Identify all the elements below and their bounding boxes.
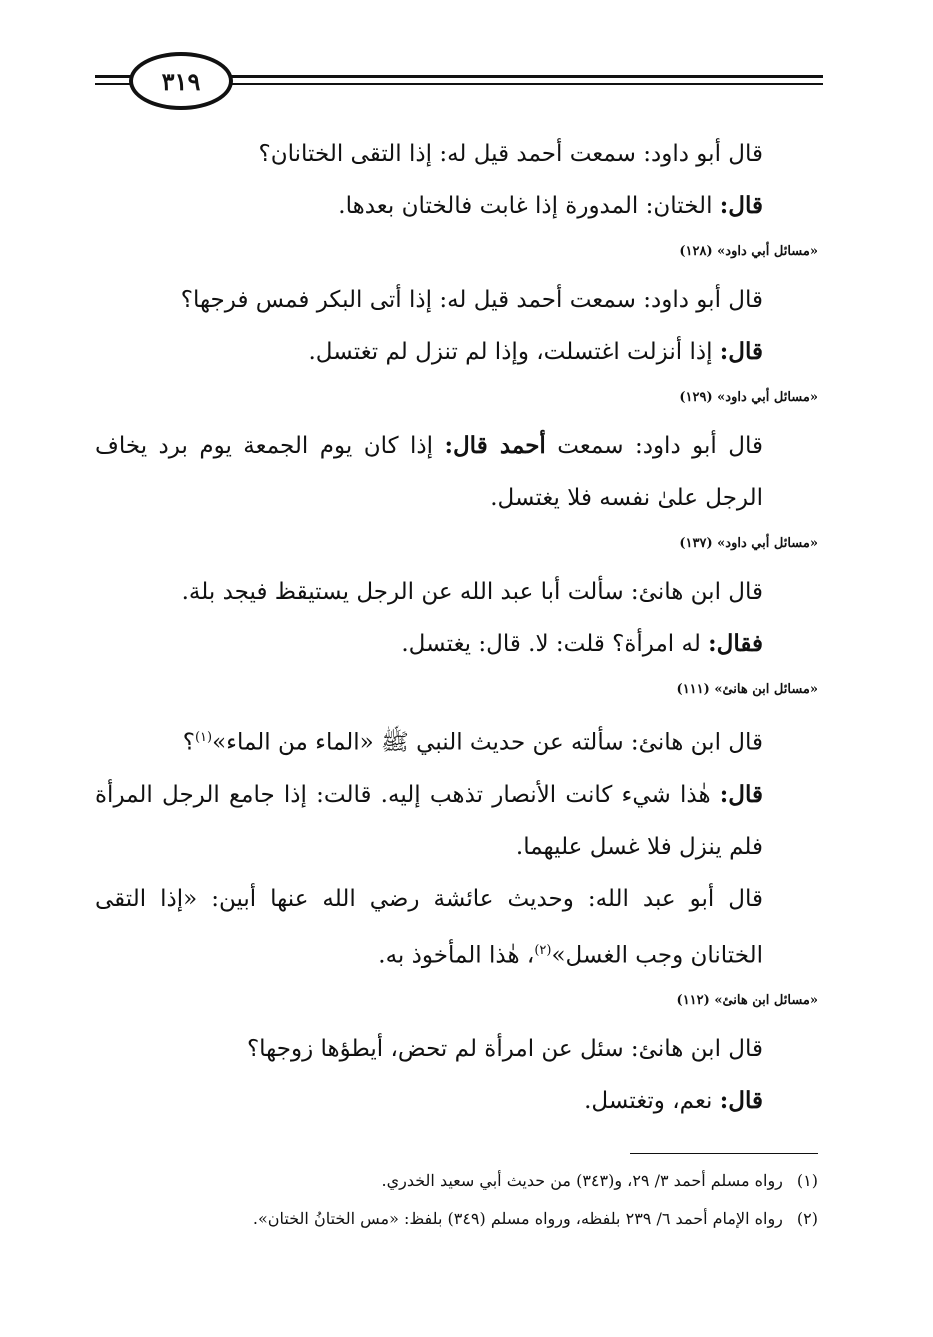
- page-number-frame: [129, 52, 233, 110]
- paragraph-text: هٰذا شيء كانت الأنصار تذهب إليه. قالت: إذا جامع الرجل المرأة فلم ينزل فلا غسل عليهما.: [95, 781, 763, 860]
- paragraph-text: ، هٰذا المأخوذ به.: [378, 942, 535, 969]
- paragraph-text: إذا أنزلت اغتسلت، وإذا لم تنزل لم تغتسل.: [308, 339, 720, 365]
- bold-phrase: أحمد قال:: [444, 432, 546, 459]
- paragraph: [95, 1075, 818, 1127]
- paragraph: [95, 274, 818, 326]
- footnote-text: رواه مسلم أحمد ٣/ ٢٩، و(٣٤٣) من حديث أبي سعيد الخدري.: [381, 1171, 783, 1190]
- footnote: [95, 1162, 818, 1200]
- footnote-text: رواه الإمام أحمد ٦/ ٢٣٩ بلفظه، ورواه مسلم (٣٤٩) بلفظ: «مس الختانُ الختان».: [252, 1209, 783, 1228]
- paragraph: [95, 566, 818, 618]
- paragraph: [95, 618, 818, 670]
- footnote-separator: [630, 1153, 818, 1154]
- main-text: [95, 128, 818, 1127]
- page-header: [95, 50, 823, 120]
- answer-lead: قال:: [719, 338, 763, 365]
- paragraph-text: قال ابن هانئ: سئل عن امرأة لم تحض، أيطؤها زوجها؟: [246, 1036, 763, 1063]
- paragraph: [95, 1023, 818, 1075]
- paragraph: [95, 873, 818, 982]
- paragraph-text: ؟: [182, 729, 195, 756]
- source-citation: «مسائل أبي داود» (١٣٧): [679, 536, 818, 551]
- page-number: ٣١٩: [161, 66, 201, 96]
- paragraph-text: قال ابن هانئ: سألت أبا عبد الله عن الرجل يستيقظ فيجد بلة.: [181, 579, 763, 605]
- answer-lead: فقال:: [708, 630, 763, 657]
- paragraph: [95, 128, 818, 180]
- answer-lead: قال:: [719, 1087, 763, 1115]
- footnote-number: (٢): [796, 1209, 818, 1228]
- paragraph-text: نعم، وتغتسل.: [584, 1088, 720, 1115]
- source-citation: «مسائل أبي داود» (١٢٨): [679, 244, 818, 259]
- source-citation: «مسائل ابن هانئ» (١١٢): [676, 993, 818, 1009]
- footnote: [95, 1200, 818, 1238]
- paragraph-text: قال أبو داود: سمعت: [545, 433, 763, 459]
- answer-lead: قال:: [719, 192, 763, 219]
- paragraph-text: قال أبو داود: سمعت أحمد قيل له: إذا التقى الختانان؟: [258, 141, 763, 167]
- paragraph: [95, 712, 818, 769]
- paragraph-text: الختان: المدورة إذا غابت فالختان بعدها.: [338, 193, 720, 219]
- source-citation: «مسائل ابن هانئ» (١١١): [676, 682, 818, 697]
- footnote-ref: (١): [194, 730, 213, 745]
- paragraph: [95, 420, 818, 524]
- paragraph-text: إذا كان يوم الجمعة يوم برد يخاف الرجل علىٰ نفسه فلا يغتسل.: [95, 433, 763, 511]
- paragraph: [95, 326, 818, 378]
- paragraph-text: قال أبو داود: سمعت أحمد قيل له: إذا أتى البكر فمس فرجها؟: [180, 287, 763, 313]
- paragraph: [95, 180, 818, 232]
- paragraph-text: قال ابن هانئ: سألته عن حديث النبي ﷺ «الماء من الماء»: [212, 729, 763, 756]
- paragraph: [95, 769, 818, 873]
- footnote-number: (١): [796, 1171, 818, 1190]
- paragraph-text: قال أبو عبد الله: وحديث عائشة رضي الله عنها أبين: «إذا التقى الختانان وجب الغسل»: [95, 885, 763, 969]
- paragraph-text: له امرأة؟ قلت: لا. قال: يغتسل.: [401, 631, 709, 657]
- source-citation: «مسائل أبي داود» (١٢٩): [679, 390, 818, 405]
- footnote-ref: (٢): [534, 942, 552, 958]
- answer-lead: قال:: [719, 780, 763, 808]
- footnotes: [95, 1162, 818, 1238]
